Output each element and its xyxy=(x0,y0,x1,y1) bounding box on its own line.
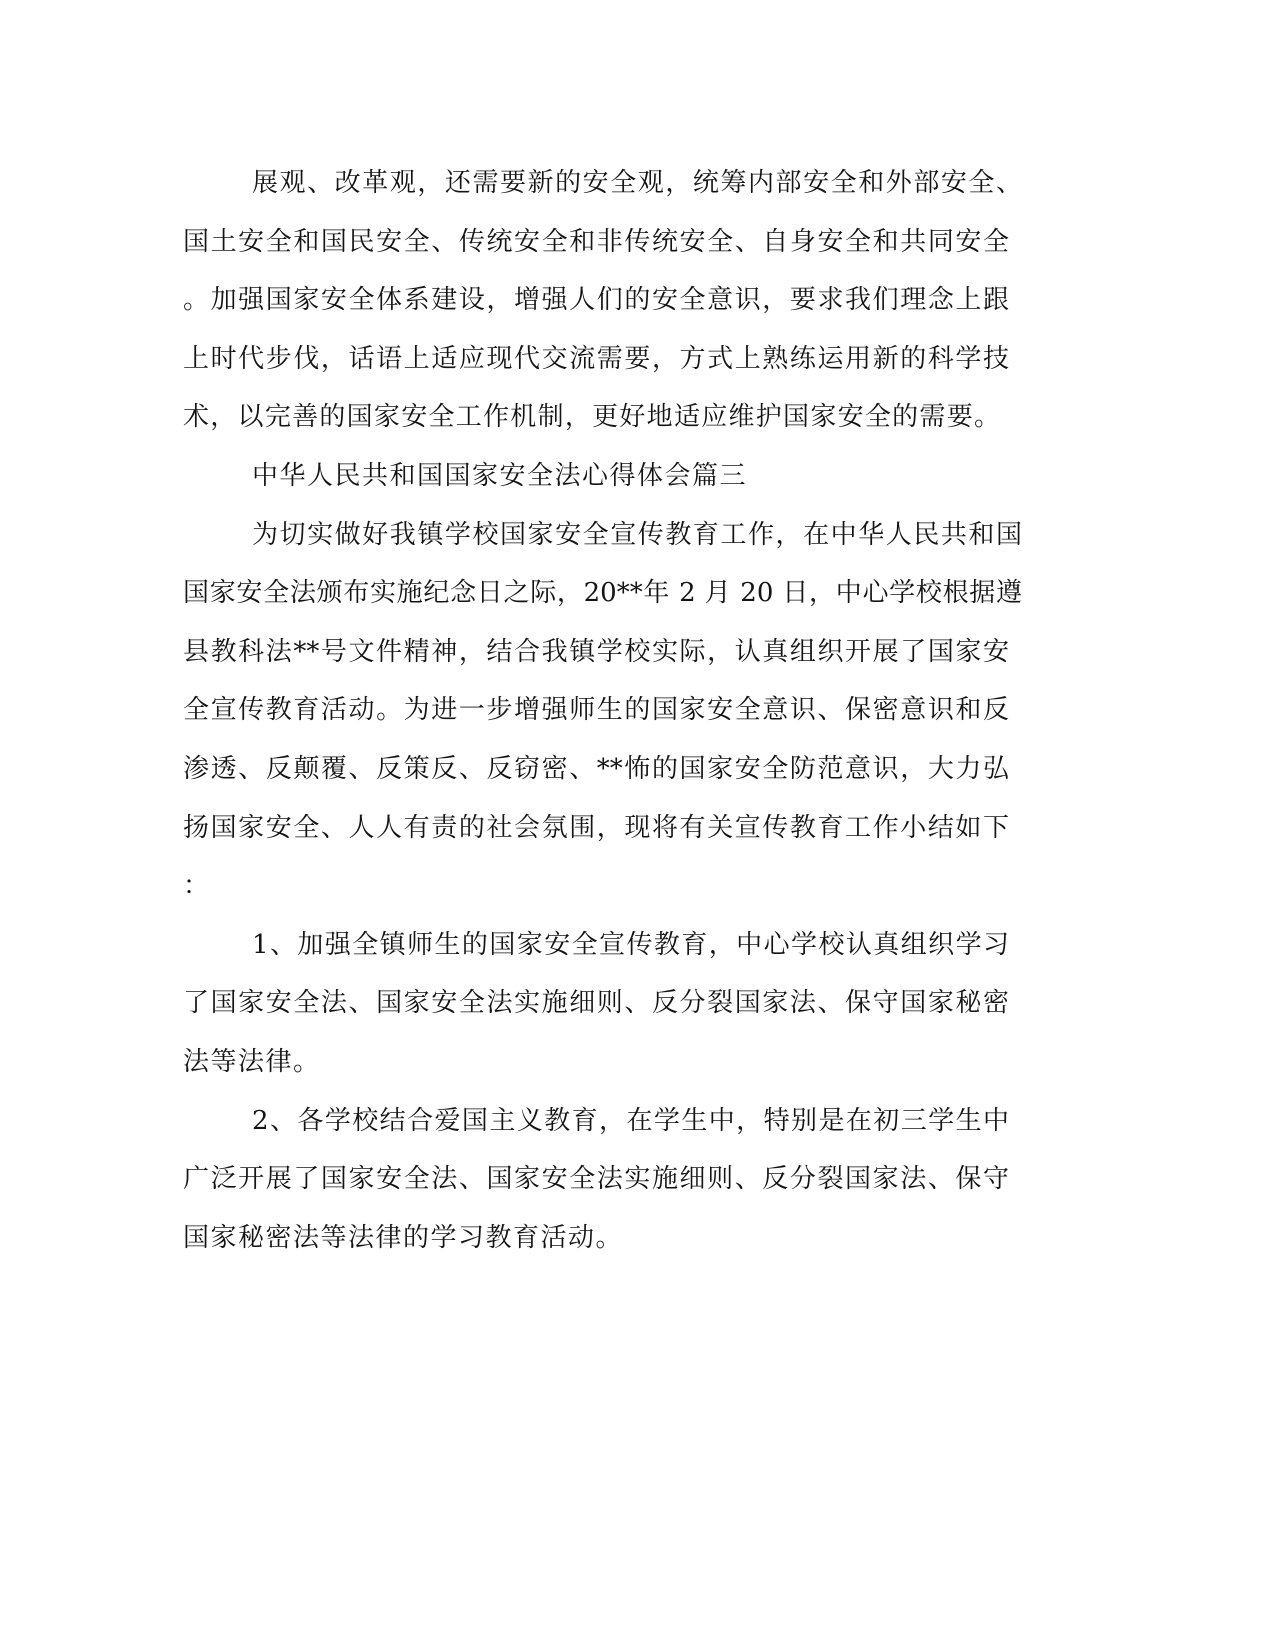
text-line: 1、加强全镇师生的国家安全宣传教育，中心学校认真组织学习 xyxy=(252,929,1009,960)
text-line: 了国家安全法、国家安全法实施细则、反分裂国家法、保守国家秘密 xyxy=(183,988,1009,1019)
text-line: 上时代步伐，话语上适应现代交流需要，方式上熟练运用新的科学技 xyxy=(183,343,1009,374)
text-line: 国家秘密法等法律的学习教育活动。 xyxy=(183,1222,624,1253)
text-line: 国家安全法颁布实施纪念日之际，20**年 2 月 20 日，中心学校根据遵 xyxy=(183,578,1022,609)
text-line: 术，以完善的国家安全工作机制，更好地适应维护国家安全的需要。 xyxy=(183,402,1000,433)
text-line: 全宣传教育活动。为进一步增强师生的国家安全意识、保密意识和反 xyxy=(183,695,1009,726)
text-line: 为切实做好我镇学校国家安全宣传教育工作，在中华人民共和国 xyxy=(252,519,1022,550)
text-line: 展观、改革观，还需要新的安全观，统筹内部安全和外部安全、 xyxy=(252,168,1022,198)
text-line: ： xyxy=(183,871,211,902)
text-line: 国土安全和国民安全、传统安全和非传统安全、自身安全和共同安全 xyxy=(183,226,1009,257)
list-item-2 xyxy=(183,1092,1043,1268)
text-line: 。加强国家安全体系建设，增强人们的安全意识，要求我们理念上跟 xyxy=(183,285,1009,316)
text-line: 渗透、反颠覆、反策反、反窃密、**怖的国家安全防范意识，大力弘 xyxy=(183,753,1009,784)
text-line: 扬国家安全、人人有责的社会氛围，现将有关宣传教育工作小结如下 xyxy=(183,812,1009,843)
section-intro-paragraph xyxy=(183,506,1043,916)
text-line: 县教科法**号文件精神，结合我镇学校实际，认真组织开展了国家安 xyxy=(183,636,1009,667)
section-title-text: 中华人民共和国国家安全法心得体会篇三 xyxy=(252,460,748,491)
continuation-paragraph xyxy=(183,154,1043,447)
text-line: 2、各学校结合爱国主义教育，在学生中，特别是在初三学生中 xyxy=(252,1105,1009,1136)
text-line: 法等法律。 xyxy=(183,1046,321,1077)
document-body xyxy=(183,154,1043,1267)
text-line: 广泛开展了国家安全法、国家安全法实施细则、反分裂国家法、保守 xyxy=(183,1164,1009,1195)
section-title xyxy=(183,447,1043,506)
list-item-1 xyxy=(183,916,1043,1092)
